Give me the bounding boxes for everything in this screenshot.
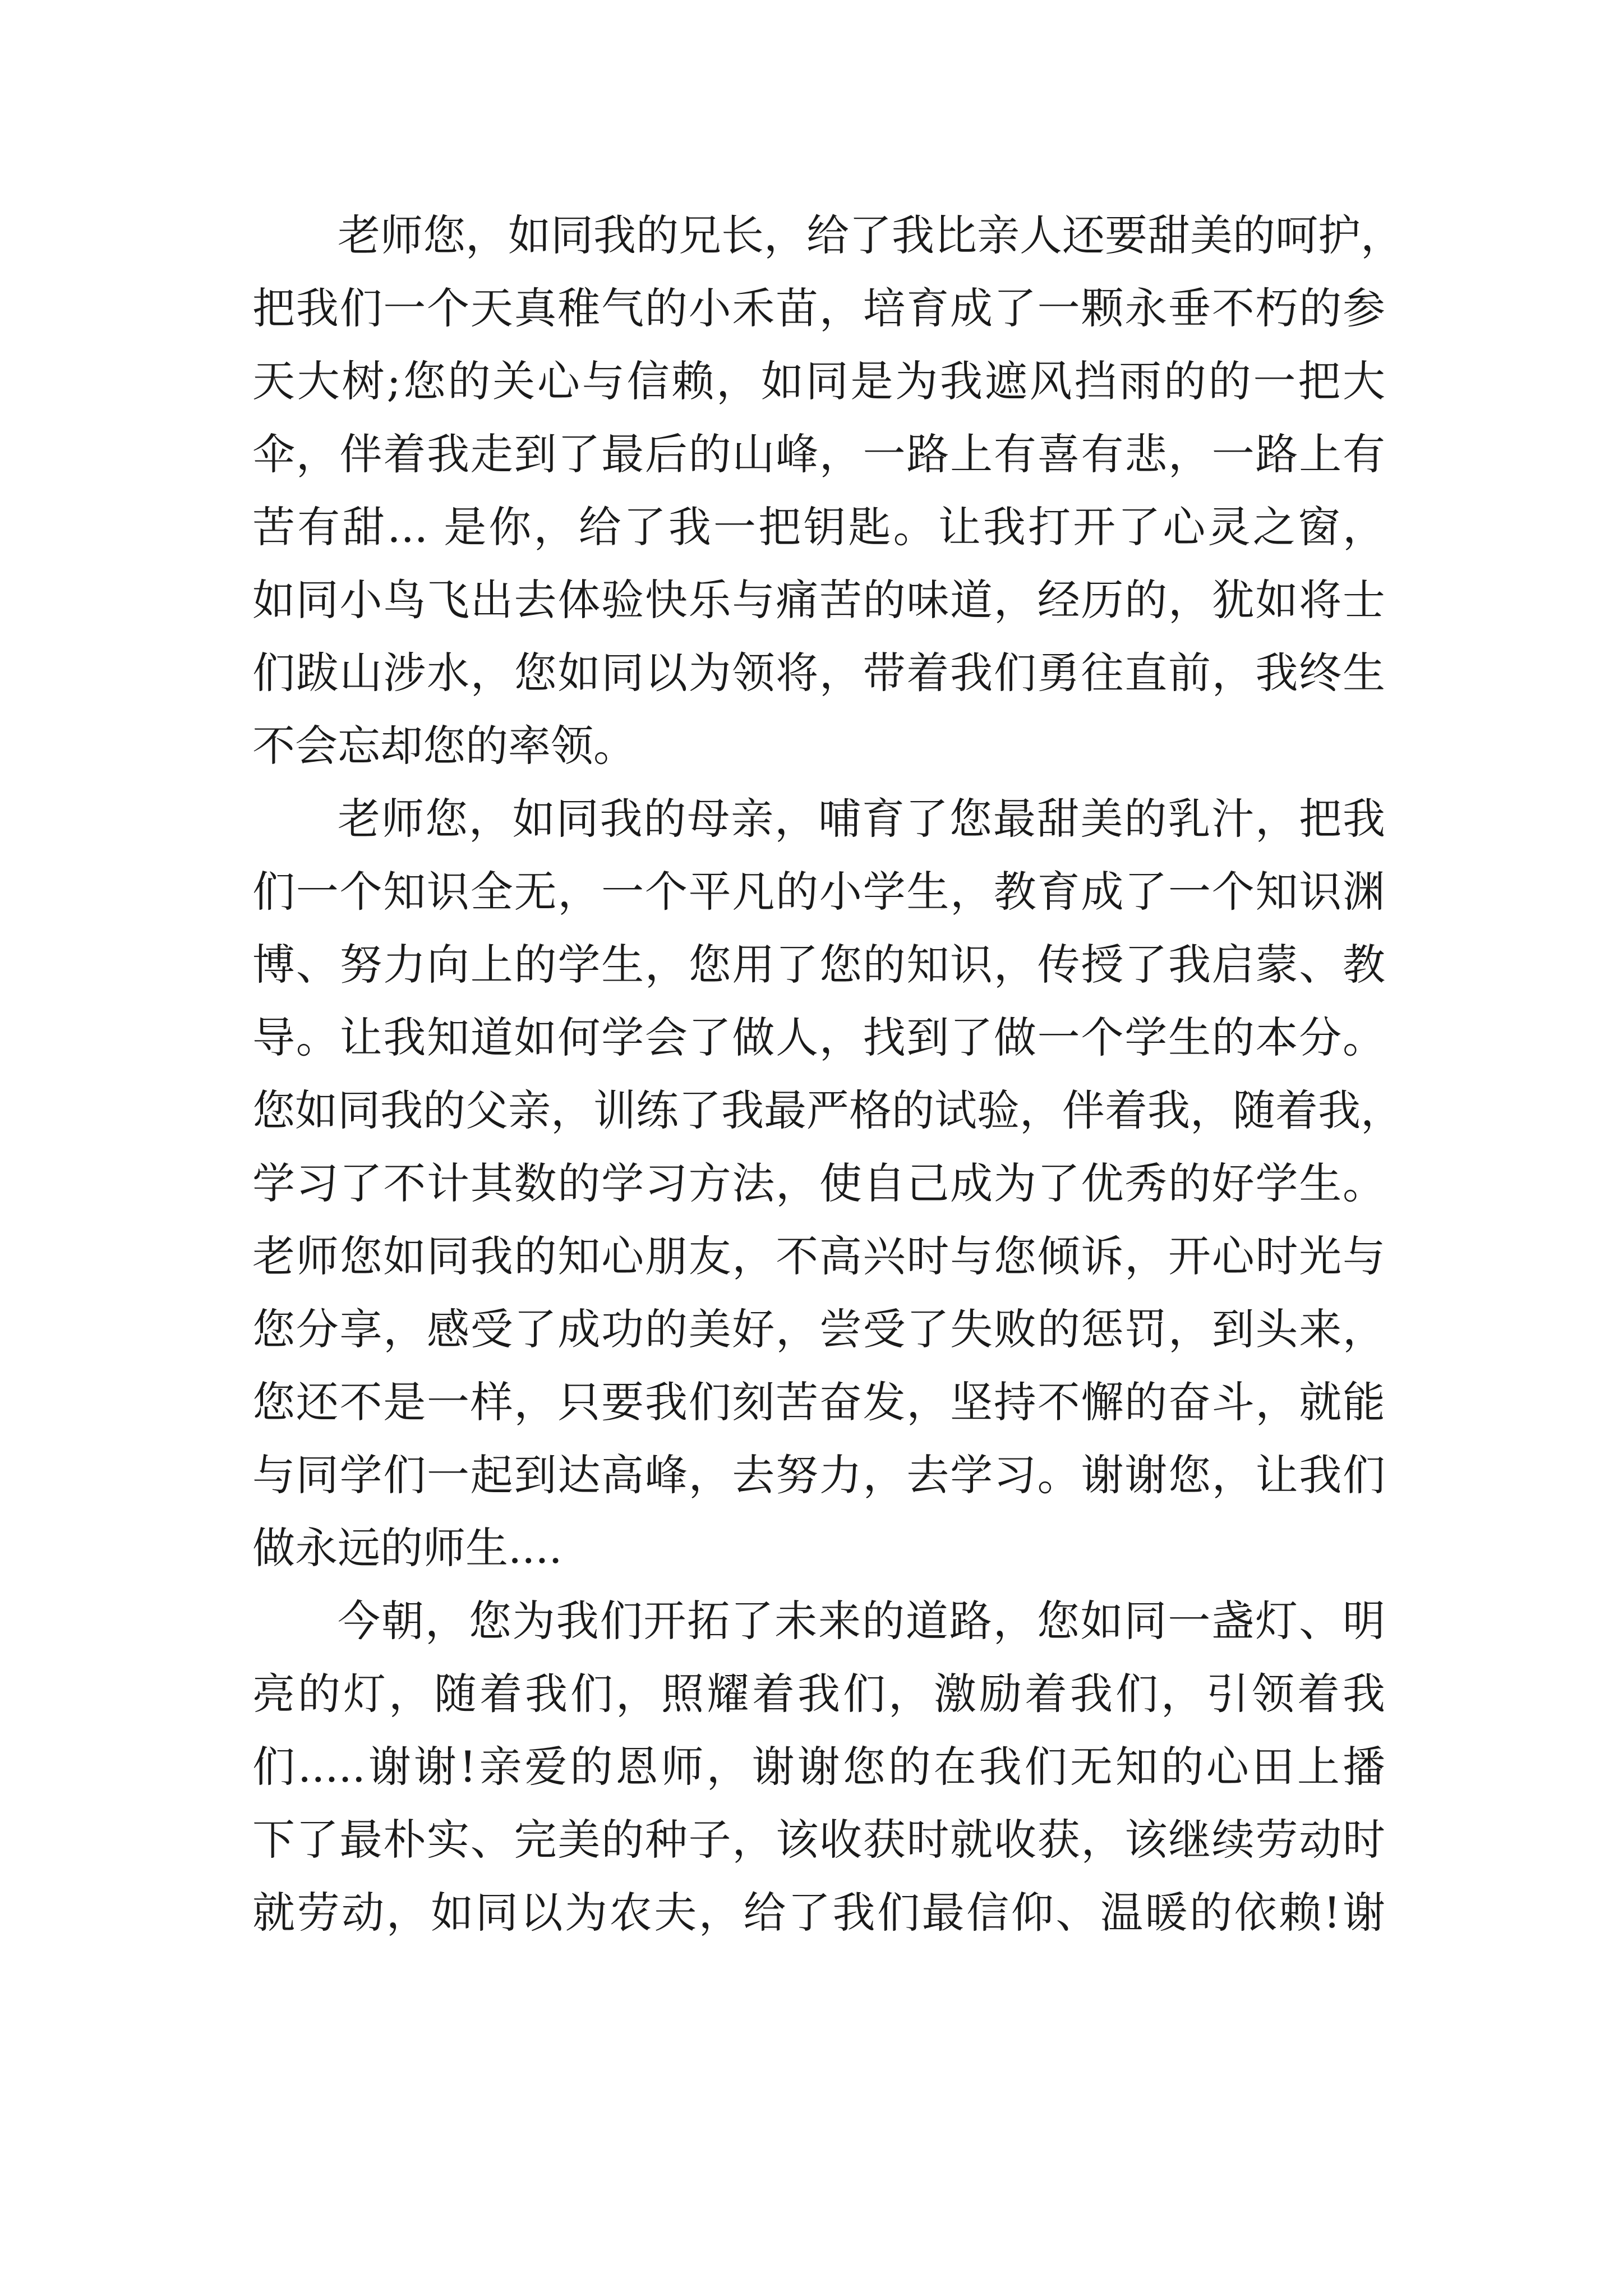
paragraph-3-line-4: 下了最朴实、完美的种子，该收获时就收获，该继续劳动时 — [252, 1815, 1385, 1865]
paragraph-2-line-2: 们一个知识全无，一个平凡的小学生，教育成了一个知识渊 — [252, 867, 1385, 917]
paragraph-3-line-3: 们.....谢谢!亲爱的恩师，谢谢您的在我们无知的心田上播 — [252, 1742, 1385, 1792]
paragraph-1-line-8: 不会忘却您的率领。 — [252, 721, 636, 771]
paragraph-1-line-4: 伞，伴着我走到了最后的山峰，一路上有喜有悲，一路上有 — [252, 429, 1385, 479]
essay-body — [252, 199, 1403, 1949]
paragraph-2-line-8: 您分享，感受了成功的美好，尝受了失败的惩罚，到头来， — [252, 1304, 1385, 1354]
paragraph-2-line-7: 老师您如同我的知心朋友，不高兴时与您倾诉，开心时光与 — [252, 1231, 1385, 1281]
paragraph-1-line-1: 老师您，如同我的兄长，给了我比亲人还要甜美的呵护， — [338, 210, 1403, 260]
paragraph-1-line-3: 天大树;您的关心与信赖，如同是为我遮风挡雨的的一把大 — [252, 356, 1385, 406]
paragraph-3-line-2: 亮的灯，随着我们，照耀着我们，激励着我们，引领着我 — [252, 1669, 1385, 1719]
paragraph-2-line-4: 导。让我知道如何学会了做人，找到了做一个学生的本分。 — [252, 1013, 1385, 1062]
paragraph-3-line-1: 今朝，您为我们开拓了未来的道路，您如同一盏灯、明 — [338, 1596, 1385, 1646]
paragraph-1-line-5: 苦有甜... 是你，给了我一把钥匙。让我打开了心灵之窗， — [252, 502, 1385, 552]
paragraph-3-line-5: 就劳动，如同以为农夫，给了我们最信仰、温暖的依赖!谢 — [252, 1888, 1385, 1938]
paragraph-2-line-3: 博、努力向上的学生，您用了您的知识，传授了我启蒙、教 — [252, 940, 1385, 990]
paragraph-1-line-7: 们跋山涉水，您如同以为领将，带着我们勇往直前，我终生 — [252, 648, 1385, 698]
paragraph-2-line-5: 您如同我的父亲，训练了我最严格的试验，伴着我，随着我， — [252, 1085, 1403, 1135]
paragraph-2-line-1: 老师您，如同我的母亲，哺育了您最甜美的乳汁，把我 — [338, 794, 1385, 844]
paragraph-1-line-6: 如同小鸟飞出去体验快乐与痛苦的味道，经历的，犹如将士 — [252, 575, 1385, 625]
paragraph-2-line-9: 您还不是一样，只要我们刻苦奋发，坚持不懈的奋斗，就能 — [252, 1377, 1385, 1427]
paragraph-1-line-2: 把我们一个天真稚气的小禾苗，培育成了一颗永垂不朽的参 — [252, 283, 1385, 333]
paragraph-2-line-10: 与同学们一起到达高峰，去努力，去学习。谢谢您，让我们 — [252, 1450, 1385, 1500]
paragraph-2-line-11: 做永远的师生.... — [252, 1523, 562, 1573]
paragraph-2-line-6: 学习了不计其数的学习方法，使自己成为了优秀的好学生。 — [252, 1158, 1385, 1208]
